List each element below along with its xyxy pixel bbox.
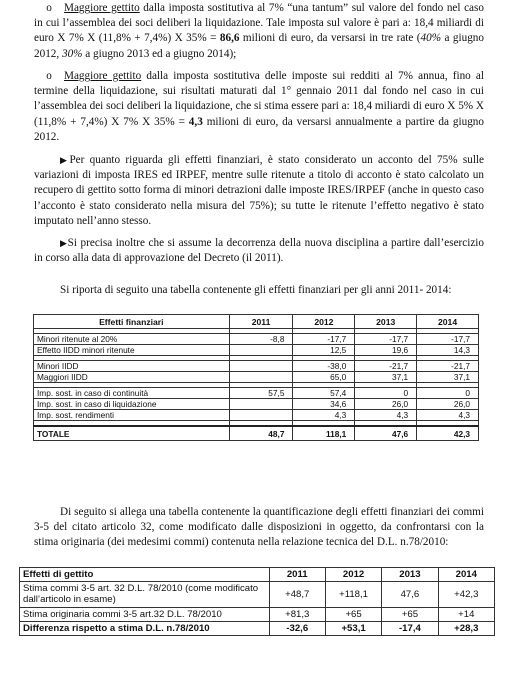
table-row: Imp. sost. rendimenti 4,3 4,3 4,3 [34, 410, 479, 421]
table-row: Effetto IIDD minori ritenute 12,5 19,6 14,3 [34, 345, 479, 356]
table-row: Differenza rispetto a stima D.L. n.78/2010 -32,6 +53,1 -17,4 +28,3 [20, 621, 495, 635]
column-header: 2011 [269, 568, 325, 582]
column-header: 2011 [229, 315, 293, 329]
table-total-row: TOTALE 48,7 118,1 47,6 42,3 [34, 426, 479, 441]
underlined-heading: Maggiore gettito [64, 70, 142, 82]
bullet-marker: o [46, 2, 52, 14]
effetti-finanziari-table [33, 314, 479, 441]
table-row: Minori ritenute al 20% -8,8 -17,7 -17,7 -17,7 [34, 334, 479, 345]
column-header: 2013 [355, 315, 417, 329]
paragraph-imposta-annua: o Maggiore gettito dalla imposta sostitutiva delle imposte sui redditi al 7% annua, fino al termine della liquidazione, sui risultati maturati dal 1° gennaio 2011 dal fondo nel caso in cui l’assemblea dei soci deliberi la liquidazione, che si stima essere pari a: 18,4 miliardi di euro X 5% X (11,8% + 7,4%) X 7% X 35% = 4,3 milioni di euro, da versarsi annualmente a partire da giugno 2012. [34, 70, 484, 143]
table-header-row [20, 568, 495, 582]
effetti-di-gettito-table [19, 567, 495, 636]
table-row: Imp. sost. in caso di continuità 57,5 57,4 0 0 [34, 388, 479, 399]
table-row: Stima originaria commi 3-5 art.32 D.L. 78/2010 +81,3 +65 +65 +14 [20, 607, 495, 621]
table-row: Minori IIDD -38,0 -21,7 -21,7 [34, 361, 479, 372]
paragraph-quantificazione: Di seguito si allega una tabella contenente la quantificazione degli effetti finanziari dei commi 3-5 del citato articolo 32, come modificato dalle disposizioni in oggetto, da confrontarsi con la stima originaria (dei medesimi commi) contenuta nella relazione tecnica del D.L. n.78/2010: [34, 506, 484, 549]
column-header: 2012 [325, 568, 381, 582]
table-row: Stima commi 3-5 art. 32 D.L. 78/2010 (come modificato dall’articolo in esame) +48,7 +118,1 47,6 +42,3 [20, 582, 495, 607]
column-header: Effetti finanziari [34, 315, 230, 329]
triangle-bullet-icon: ▶ [60, 155, 70, 165]
bullet-marker: o [46, 70, 52, 82]
paragraph-tabella-intro: Si riporta di seguito una tabella contenente gli effetti finanziari per gli anni 2011- 2014: [60, 284, 452, 296]
underlined-heading: Maggiore gettito [64, 2, 140, 14]
triangle-bullet-icon: ▶ [60, 238, 68, 248]
table-row: Imp. sost. in caso di liquidazione 34,6 26,0 26,0 [34, 399, 479, 410]
column-header: 2014 [417, 315, 479, 329]
column-header: Effetti di gettito [20, 568, 270, 582]
column-header: 2013 [382, 568, 438, 582]
table-header-row [34, 315, 479, 329]
table-row: Maggiori IIDD 65,0 37,1 37,1 [34, 372, 479, 383]
column-header: 2014 [438, 568, 494, 582]
column-header: 2012 [293, 315, 355, 329]
paragraph-effetti-finanziari: ▶Per quanto riguarda gli effetti finanziari, è stato considerato un acconto del 75% sulle variazioni di imposta IRES ed IRPEF, mentre sulle ritenute a titolo di acconto è stato calcolato un recupero di gettito sotto forma di minori detrazioni dalle imposte IRES/IRPEF (anche in questo caso l’acconto è stato considerato nella misura del 75%); su tutte le ritenute l’effetto negativo è stato imputato nell’anno stesso. [34, 154, 485, 227]
paragraph-decorrenza: ▶Si precisa inoltre che si assume la decorrenza della nuova disciplina a partire dall’esercizio in corso alla data di approvazione del Decreto (il 2011). [34, 237, 484, 265]
paragraph-imposta-una-tantum: o Maggiore gettito dalla imposta sostitutiva al 7% “una tantum” sul valore del fondo nel caso in cui l’assemblea dei soci deliberi la liquidazione. Tale imposta sul valore è pari a: 18,4 miliardi di euro X 7% X (11,8% + 7,4%) X 35% = 86,6 milioni di euro, da versarsi in tre rate (40% a giugno 2012, 30% a giugno 2013 ed a giugno 2014); [34, 2, 484, 60]
